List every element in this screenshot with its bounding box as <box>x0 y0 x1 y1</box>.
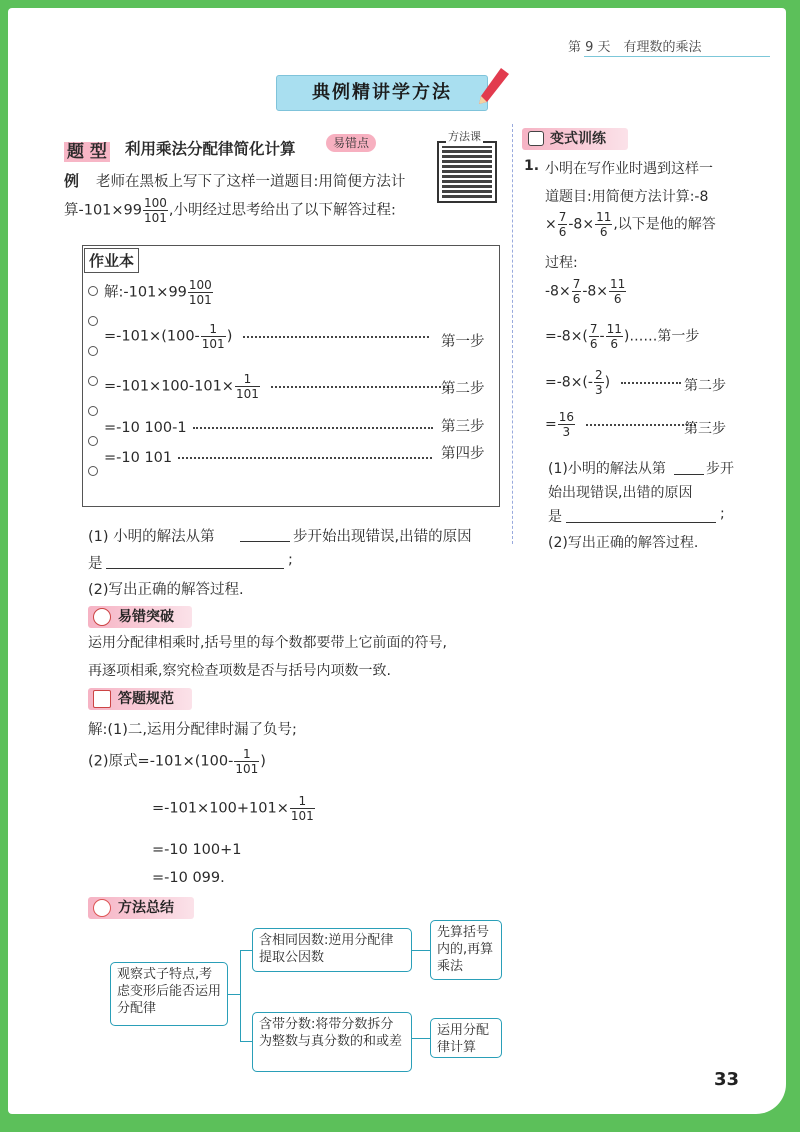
notebook-step-1: =-101×(100- $\frac{1}{101}$ ) <box>104 322 429 351</box>
pencil-icon <box>475 66 511 106</box>
connector <box>240 950 252 1042</box>
answer-line-5: =-10 099. <box>152 870 225 886</box>
variant-title-bar: 变式训练 <box>522 128 628 150</box>
step-label: 第四步 <box>441 446 485 462</box>
summary-leaf-1: 先算括号内的,再算乘法 <box>430 920 502 980</box>
qr-label: 方法课 <box>448 130 481 143</box>
step-label: 第三步 <box>441 419 485 435</box>
connector <box>412 950 430 951</box>
page-number: 33 <box>714 1069 740 1090</box>
section-banner: 典例精讲学方法 <box>276 75 488 111</box>
step-label: 第二步 <box>441 381 485 397</box>
summary-branch-1: 含相同因数:逆用分配律提取公因数 <box>252 928 412 972</box>
summary-leaf-2: 运用分配律计算 <box>430 1018 502 1058</box>
answer-line-3: =-101×100+101× $\frac{1}{101}$ <box>152 794 314 823</box>
example-line-1: 老师在黑板上写下了这样一道题目:用简便方法计 <box>96 174 406 190</box>
variant-q1-d: 是 <box>548 509 562 525</box>
spiral-ring <box>88 406 98 416</box>
summary-root-box: 观察式子特点,考虑变形后能否运用分配律 <box>110 962 228 1026</box>
variant-q1-a: (1)小明的解法从第 <box>548 461 666 477</box>
answer-icon <box>93 690 111 708</box>
topic-label: 题 型 <box>64 137 110 162</box>
variant-q2: (2)写出正确的解答过程. <box>548 535 699 551</box>
spiral-ring <box>88 316 98 326</box>
badge-easy-mistake: 易错点 <box>326 134 376 152</box>
variant-number: 1. <box>524 158 540 174</box>
variant-step-3: = $\frac{16}{3}$ <box>545 410 696 439</box>
spiral-ring <box>88 286 98 296</box>
variant-line-4: 过程: <box>545 255 578 271</box>
column-separator <box>512 124 513 544</box>
spiral-ring <box>88 376 98 386</box>
mistake-icon <box>93 608 111 626</box>
mistake-line-1: 运用分配律相乘时,括号里的每个数都要带上它前面的符号, <box>88 635 447 651</box>
blank-line[interactable] <box>240 541 290 542</box>
variant-q1-b: 步开 <box>706 461 734 477</box>
blank-line[interactable] <box>566 522 716 523</box>
variant-step-2: =-8×(- $\frac{2}{3}$ ) <box>545 368 681 397</box>
variant-line-1: 小明在写作业时遇到这样一 <box>545 161 713 177</box>
question-2: (2)写出正确的解答过程. <box>88 582 244 598</box>
question-1-d: ; <box>288 552 293 568</box>
example-line-2: 算-101×99 $\frac{100}{101}$ ,小明经过思考给出了以下解答过程: <box>64 196 396 225</box>
question-1-c: 是 <box>88 556 103 572</box>
summary-title-bar: 方法总结 <box>88 897 194 919</box>
qr-code-icon[interactable] <box>437 141 497 203</box>
header-rule <box>584 56 770 57</box>
variant-step-1: =-8×( $\frac{7}{6}$ - $\frac{11}{6}$ )……第一步 <box>545 322 700 351</box>
summary-icon <box>93 899 111 917</box>
answer-line-1: 解:(1)二,运用分配律时漏了负号; <box>88 722 297 738</box>
answer-line-2: (2)原式=-101×(100- $\frac{1}{101}$ ) <box>88 747 266 776</box>
notebook-step-2: =-101×100-101× $\frac{1}{101}$ <box>104 372 449 401</box>
example-label: 例 <box>64 172 80 190</box>
blank-line[interactable] <box>106 568 284 569</box>
spiral-ring <box>88 436 98 446</box>
mistake-line-2: 再逐项相乘,察究检查项数是否与括号内项数一致. <box>88 663 391 679</box>
variant-q1-c: 始出现错误,出错的原因 <box>548 485 693 501</box>
page-header: 第 9 天 有理数的乘法 <box>568 40 702 55</box>
summary-branch-2: 含带分数:将带分数拆分为整数与真分数的和或差 <box>252 1012 412 1072</box>
variant-line-2: 道题目:用简便方法计算:-8 <box>545 189 709 205</box>
step-label: 第一步 <box>441 334 485 350</box>
connector <box>228 994 240 995</box>
spiral-ring <box>88 466 98 476</box>
variant-step-0: -8× $\frac{7}{6}$ -8× $\frac{11}{6}$ <box>545 277 626 306</box>
notebook-step-3: =-10 100-1 <box>104 420 433 436</box>
answer-line-4: =-10 100+1 <box>152 842 242 858</box>
answer-title-bar: 答题规范 <box>88 688 192 710</box>
blank-line[interactable] <box>674 474 704 475</box>
spiral-ring <box>88 346 98 356</box>
variant-q1-e: ; <box>720 506 725 522</box>
variant-step-label: 第三步 <box>684 421 726 437</box>
variant-step-label: 第二步 <box>684 378 726 394</box>
mistake-title-bar: 易错突破 <box>88 606 192 628</box>
question-1-a: (1) 小明的解法从第 <box>88 529 215 545</box>
hand-icon <box>528 131 544 146</box>
connector <box>412 1038 430 1039</box>
notebook-title: 作业本 <box>84 248 139 273</box>
notebook-step-0: 解:-101×99 $\frac{100}{101}$ <box>104 278 212 307</box>
question-1-b: 步开始出现错误,出错的原因 <box>293 529 472 545</box>
variant-line-3: × $\frac{7}{6}$ -8× $\frac{11}{6}$ ,以下是他的解答 <box>545 210 716 239</box>
notebook-step-4: =-10 101 <box>104 450 432 466</box>
topic-title: 利用乘法分配律简化计算 <box>125 140 296 158</box>
